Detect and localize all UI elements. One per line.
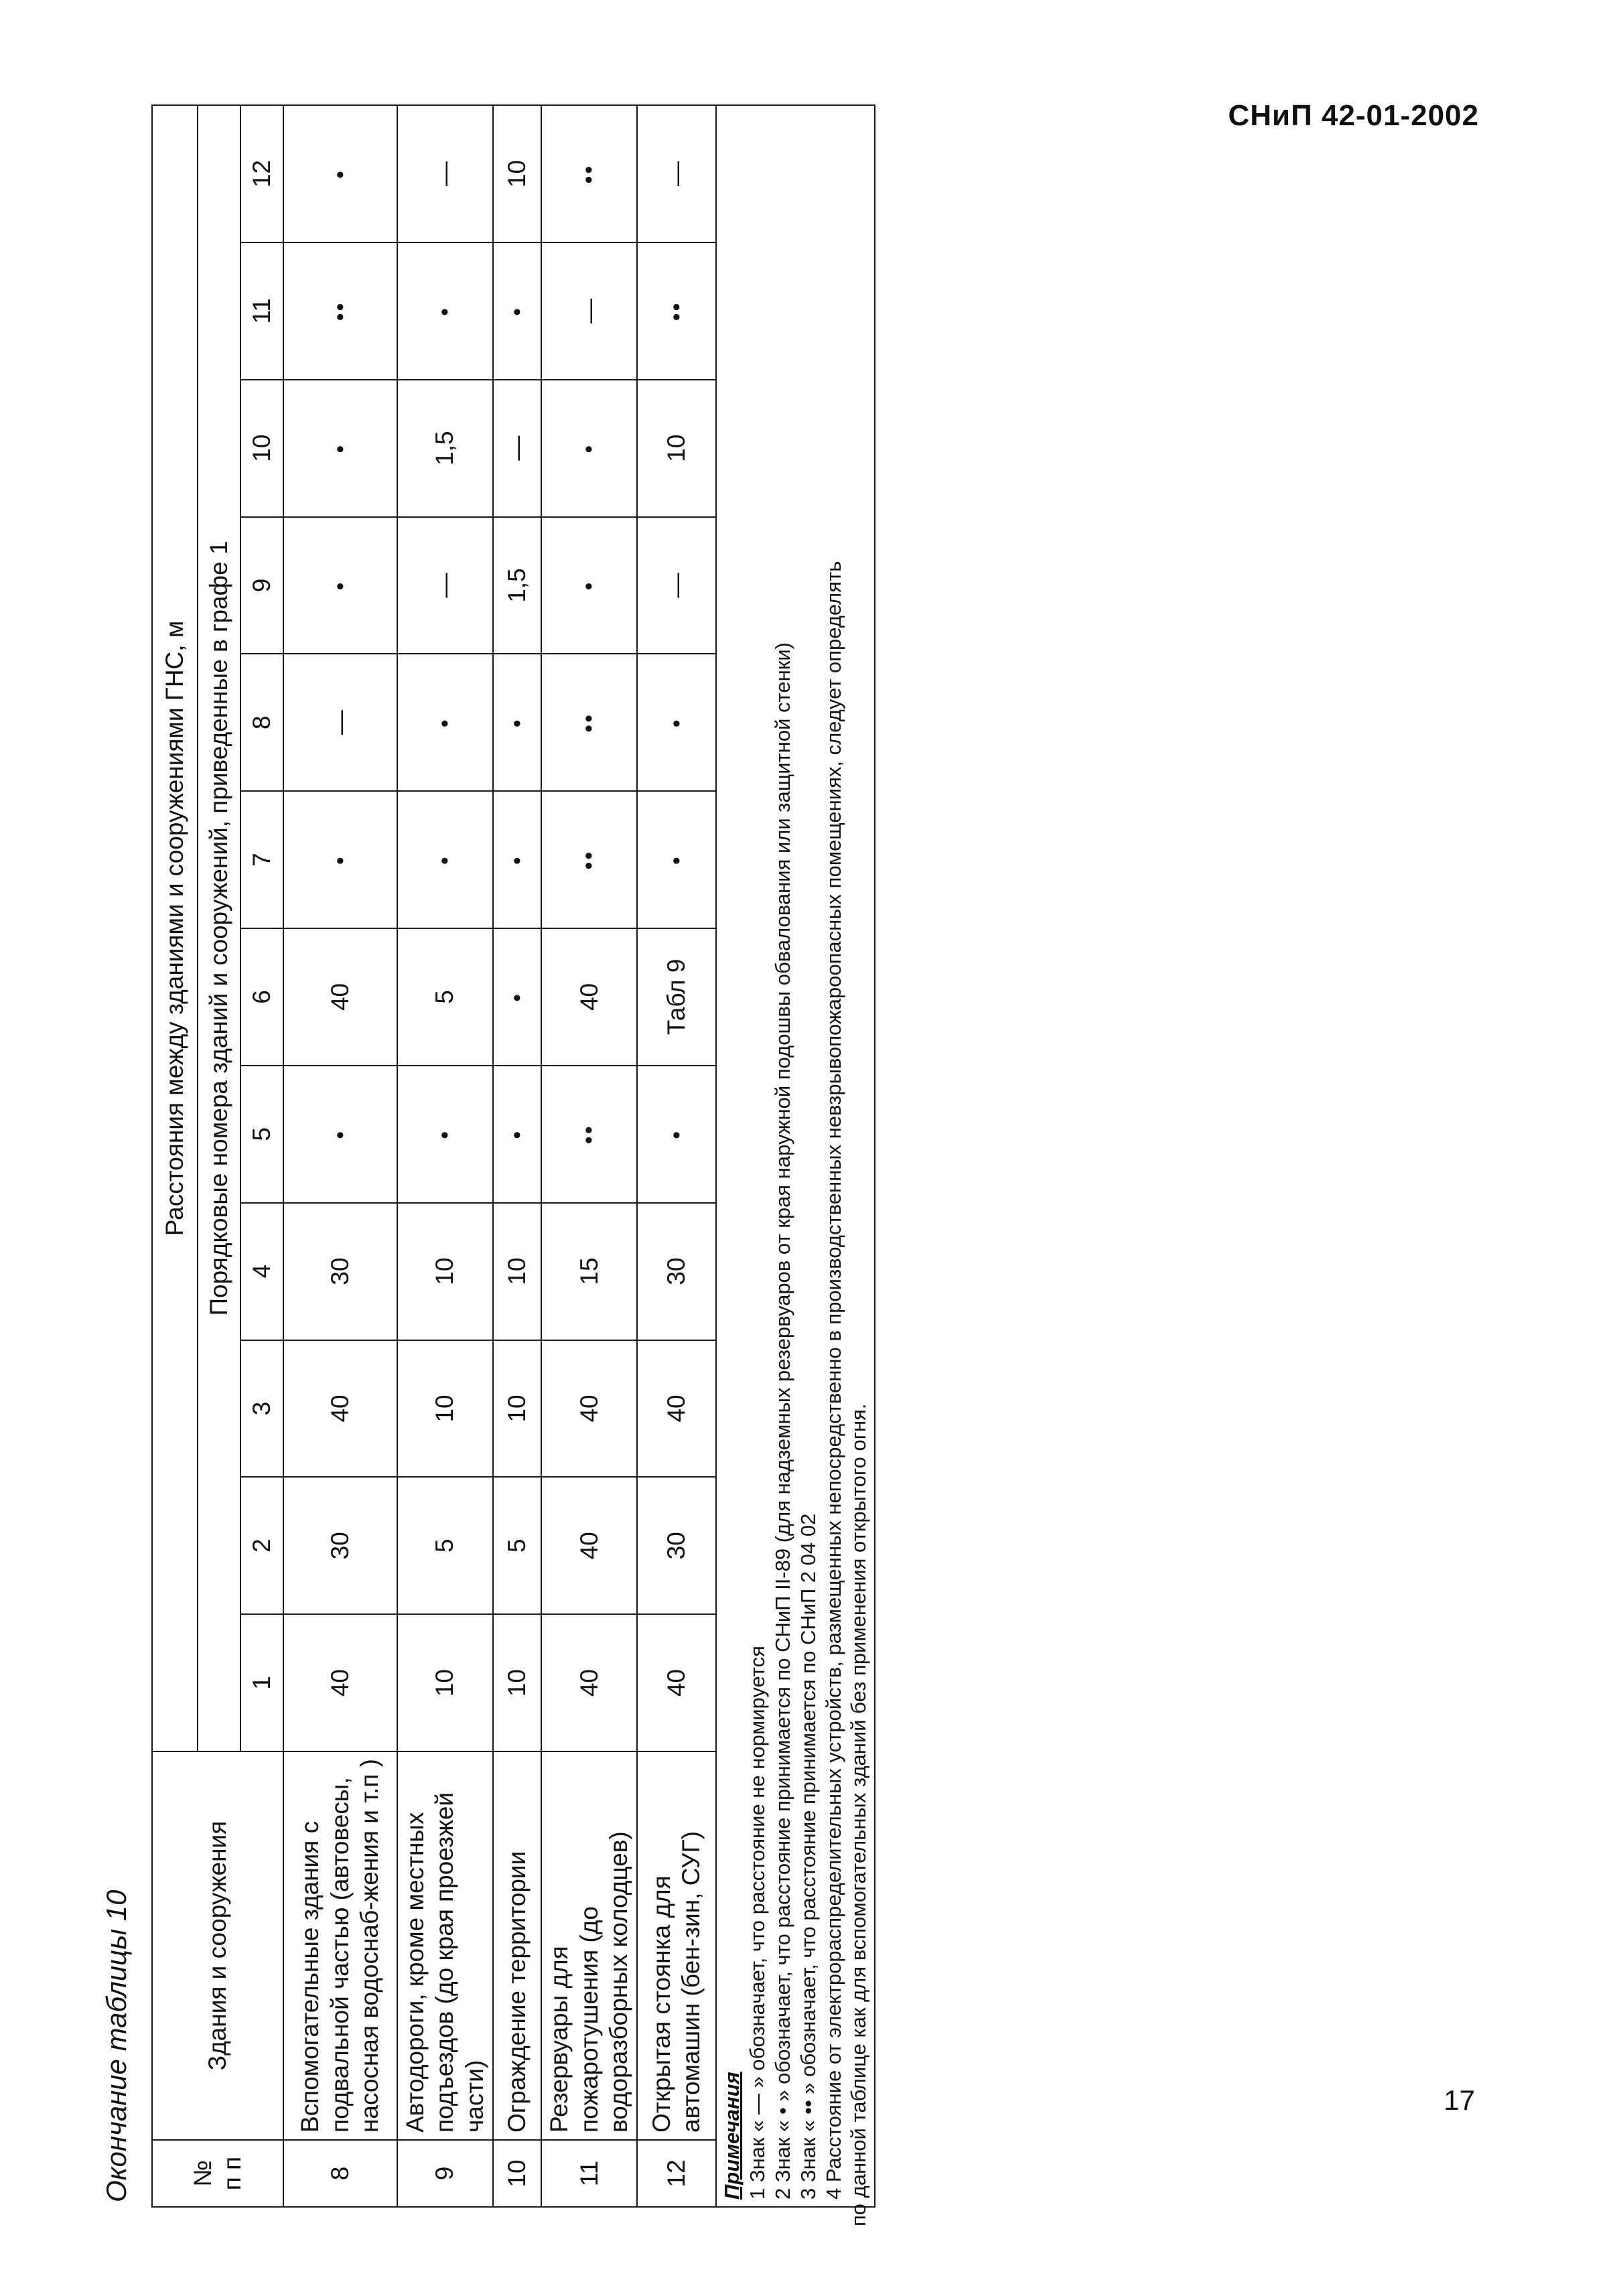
table-row	[637, 105, 716, 2207]
distance-cell: 10	[493, 1614, 541, 1751]
distance-cell: •	[397, 654, 493, 791]
distance-cell: 40	[637, 1340, 716, 1478]
distance-cell: •	[493, 928, 541, 1066]
distances-table	[151, 104, 875, 2226]
distance-cell: 40	[541, 1477, 637, 1614]
distance-cell: 40	[541, 1340, 637, 1478]
distance-cell: •	[541, 380, 637, 517]
distance-cell: Табл 9	[637, 928, 716, 1066]
distance-cell: •	[541, 517, 637, 654]
distance-cell: 5	[397, 928, 493, 1066]
note-item: 3 Знак « •• » обозначает, что расстояние принимается по СНиП 2 04 02	[796, 1513, 820, 2200]
column-number: 10	[240, 380, 283, 517]
distance-cell: •	[283, 791, 397, 928]
table-row	[397, 105, 493, 2207]
distance-cell: •	[493, 242, 541, 380]
distance-cell: 30	[283, 1203, 397, 1340]
distance-cell: 5	[397, 1477, 493, 1614]
distance-cell: •	[493, 1066, 541, 1203]
notes-row	[716, 105, 875, 2207]
distance-cell: 1,5	[397, 380, 493, 517]
building-name: Резервуары для пожаротушения (до водоразборных колодцев)	[541, 1751, 637, 2140]
building-name: Ограждение территории	[493, 1751, 541, 2140]
distance-cell: ••	[637, 242, 716, 380]
note-item: 1 Знак « — » обозначает, что расстояние не нормируется	[746, 1646, 770, 2200]
distance-cell: —	[493, 380, 541, 517]
distance-cell: 40	[283, 1614, 397, 1751]
column-number: 5	[240, 1066, 283, 1203]
distance-cell: 10	[637, 380, 716, 517]
distance-cell: 30	[637, 1203, 716, 1340]
column-number: 2	[240, 1477, 283, 1614]
page-number: 17	[1444, 2084, 1475, 2116]
building-name: Вспомогательные здания с подвальной частью (автовесы, насосная водоснаб-жения и т.п )	[283, 1751, 397, 2140]
distance-cell: 10	[493, 105, 541, 242]
note-item: 4 Расстояние от электрораспределительных устройств, размещенных непосредственно в производственных невзрывопожароопасных помещениях, следует определять	[821, 561, 845, 2200]
note-item: 2 Знак « • » обозначает, что расстояние принимается по СНиП II-89 (для надземных резервуаров от края наружной подошвы обвалования или защитной стенки)	[770, 642, 794, 2200]
distance-cell: •	[283, 380, 397, 517]
distance-cell: •	[493, 791, 541, 928]
column-number: 8	[240, 654, 283, 791]
column-number: 4	[240, 1203, 283, 1340]
distance-cell: ••	[541, 105, 637, 242]
document-code: СНиП 42-01-2002	[1228, 99, 1479, 132]
distance-cell: ••	[541, 1066, 637, 1203]
notes-title: Примечания	[720, 2072, 744, 2200]
notes-cell	[716, 105, 875, 2226]
row-number: 9	[397, 2140, 493, 2207]
distance-cell: —	[637, 517, 716, 654]
distance-cell: —	[283, 654, 397, 791]
distance-cell: 40	[637, 1614, 716, 1751]
distance-cell: 1,5	[493, 517, 541, 654]
distance-cell: 40	[541, 928, 637, 1066]
distance-cell: —	[397, 105, 493, 242]
column-number: 6	[240, 928, 283, 1066]
distance-cell: •	[637, 1066, 716, 1203]
distance-cell: 10	[397, 1203, 493, 1340]
distance-cell: •	[397, 242, 493, 380]
distance-cell: •	[637, 654, 716, 791]
table-caption: Окончание таблицы 10	[100, 1889, 132, 2202]
distance-cell: 5	[493, 1477, 541, 1614]
distance-cell: •	[397, 791, 493, 928]
column-number: 12	[240, 105, 283, 242]
header-row-number: № п п	[152, 2140, 283, 2207]
distance-cell: —	[541, 242, 637, 380]
header-distances: Расстояния между зданиями и сооружениями ГНС, м	[152, 105, 198, 1751]
distance-cell: 40	[283, 928, 397, 1066]
distance-cell: —	[397, 517, 493, 654]
row-number: 12	[637, 2140, 716, 2207]
distance-cell: •	[493, 654, 541, 791]
row-number: 11	[541, 2140, 637, 2207]
header-order-numbers: Порядковые номера зданий и сооружений, приведенные в графе 1	[198, 105, 240, 1751]
distance-cell: •	[283, 517, 397, 654]
column-number: 11	[240, 242, 283, 380]
distance-cell: 30	[283, 1477, 397, 1614]
row-number: 8	[283, 2140, 397, 2207]
building-name: Открытая стоянка для автомашин (бен-зин, СУГ)	[637, 1751, 716, 2140]
rotated-table-block	[100, 59, 934, 2226]
distance-cell: ••	[283, 242, 397, 380]
distance-cell: 40	[283, 1340, 397, 1478]
table-row	[283, 105, 397, 2207]
distance-cell: 30	[637, 1477, 716, 1614]
distance-cell: •	[283, 105, 397, 242]
column-number: 9	[240, 517, 283, 654]
header-building-name: Здания и сооружения	[152, 1751, 283, 2140]
distance-cell: 10	[493, 1340, 541, 1478]
distance-cell: •	[283, 1066, 397, 1203]
distance-cell: —	[637, 105, 716, 242]
column-number: 1	[240, 1614, 283, 1751]
note-continuation: по данной таблице как для вспомогательных зданий без применения открытого огня.	[847, 1403, 871, 2226]
distance-cell: 10	[397, 1614, 493, 1751]
table-row	[541, 105, 637, 2207]
distance-cell: •	[397, 1066, 493, 1203]
row-number: 10	[493, 2140, 541, 2207]
building-name: Автодороги, кроме местных подъездов (до края проезжей части)	[397, 1751, 493, 2140]
distance-cell: 10	[397, 1340, 493, 1478]
distance-cell: 15	[541, 1203, 637, 1340]
distance-cell: ••	[541, 654, 637, 791]
distance-cell: •	[637, 791, 716, 928]
distance-cell: 10	[493, 1203, 541, 1340]
distance-cell: 40	[541, 1614, 637, 1751]
column-number: 7	[240, 791, 283, 928]
column-number: 3	[240, 1340, 283, 1478]
distance-cell: ••	[541, 791, 637, 928]
table-row	[493, 105, 541, 2207]
